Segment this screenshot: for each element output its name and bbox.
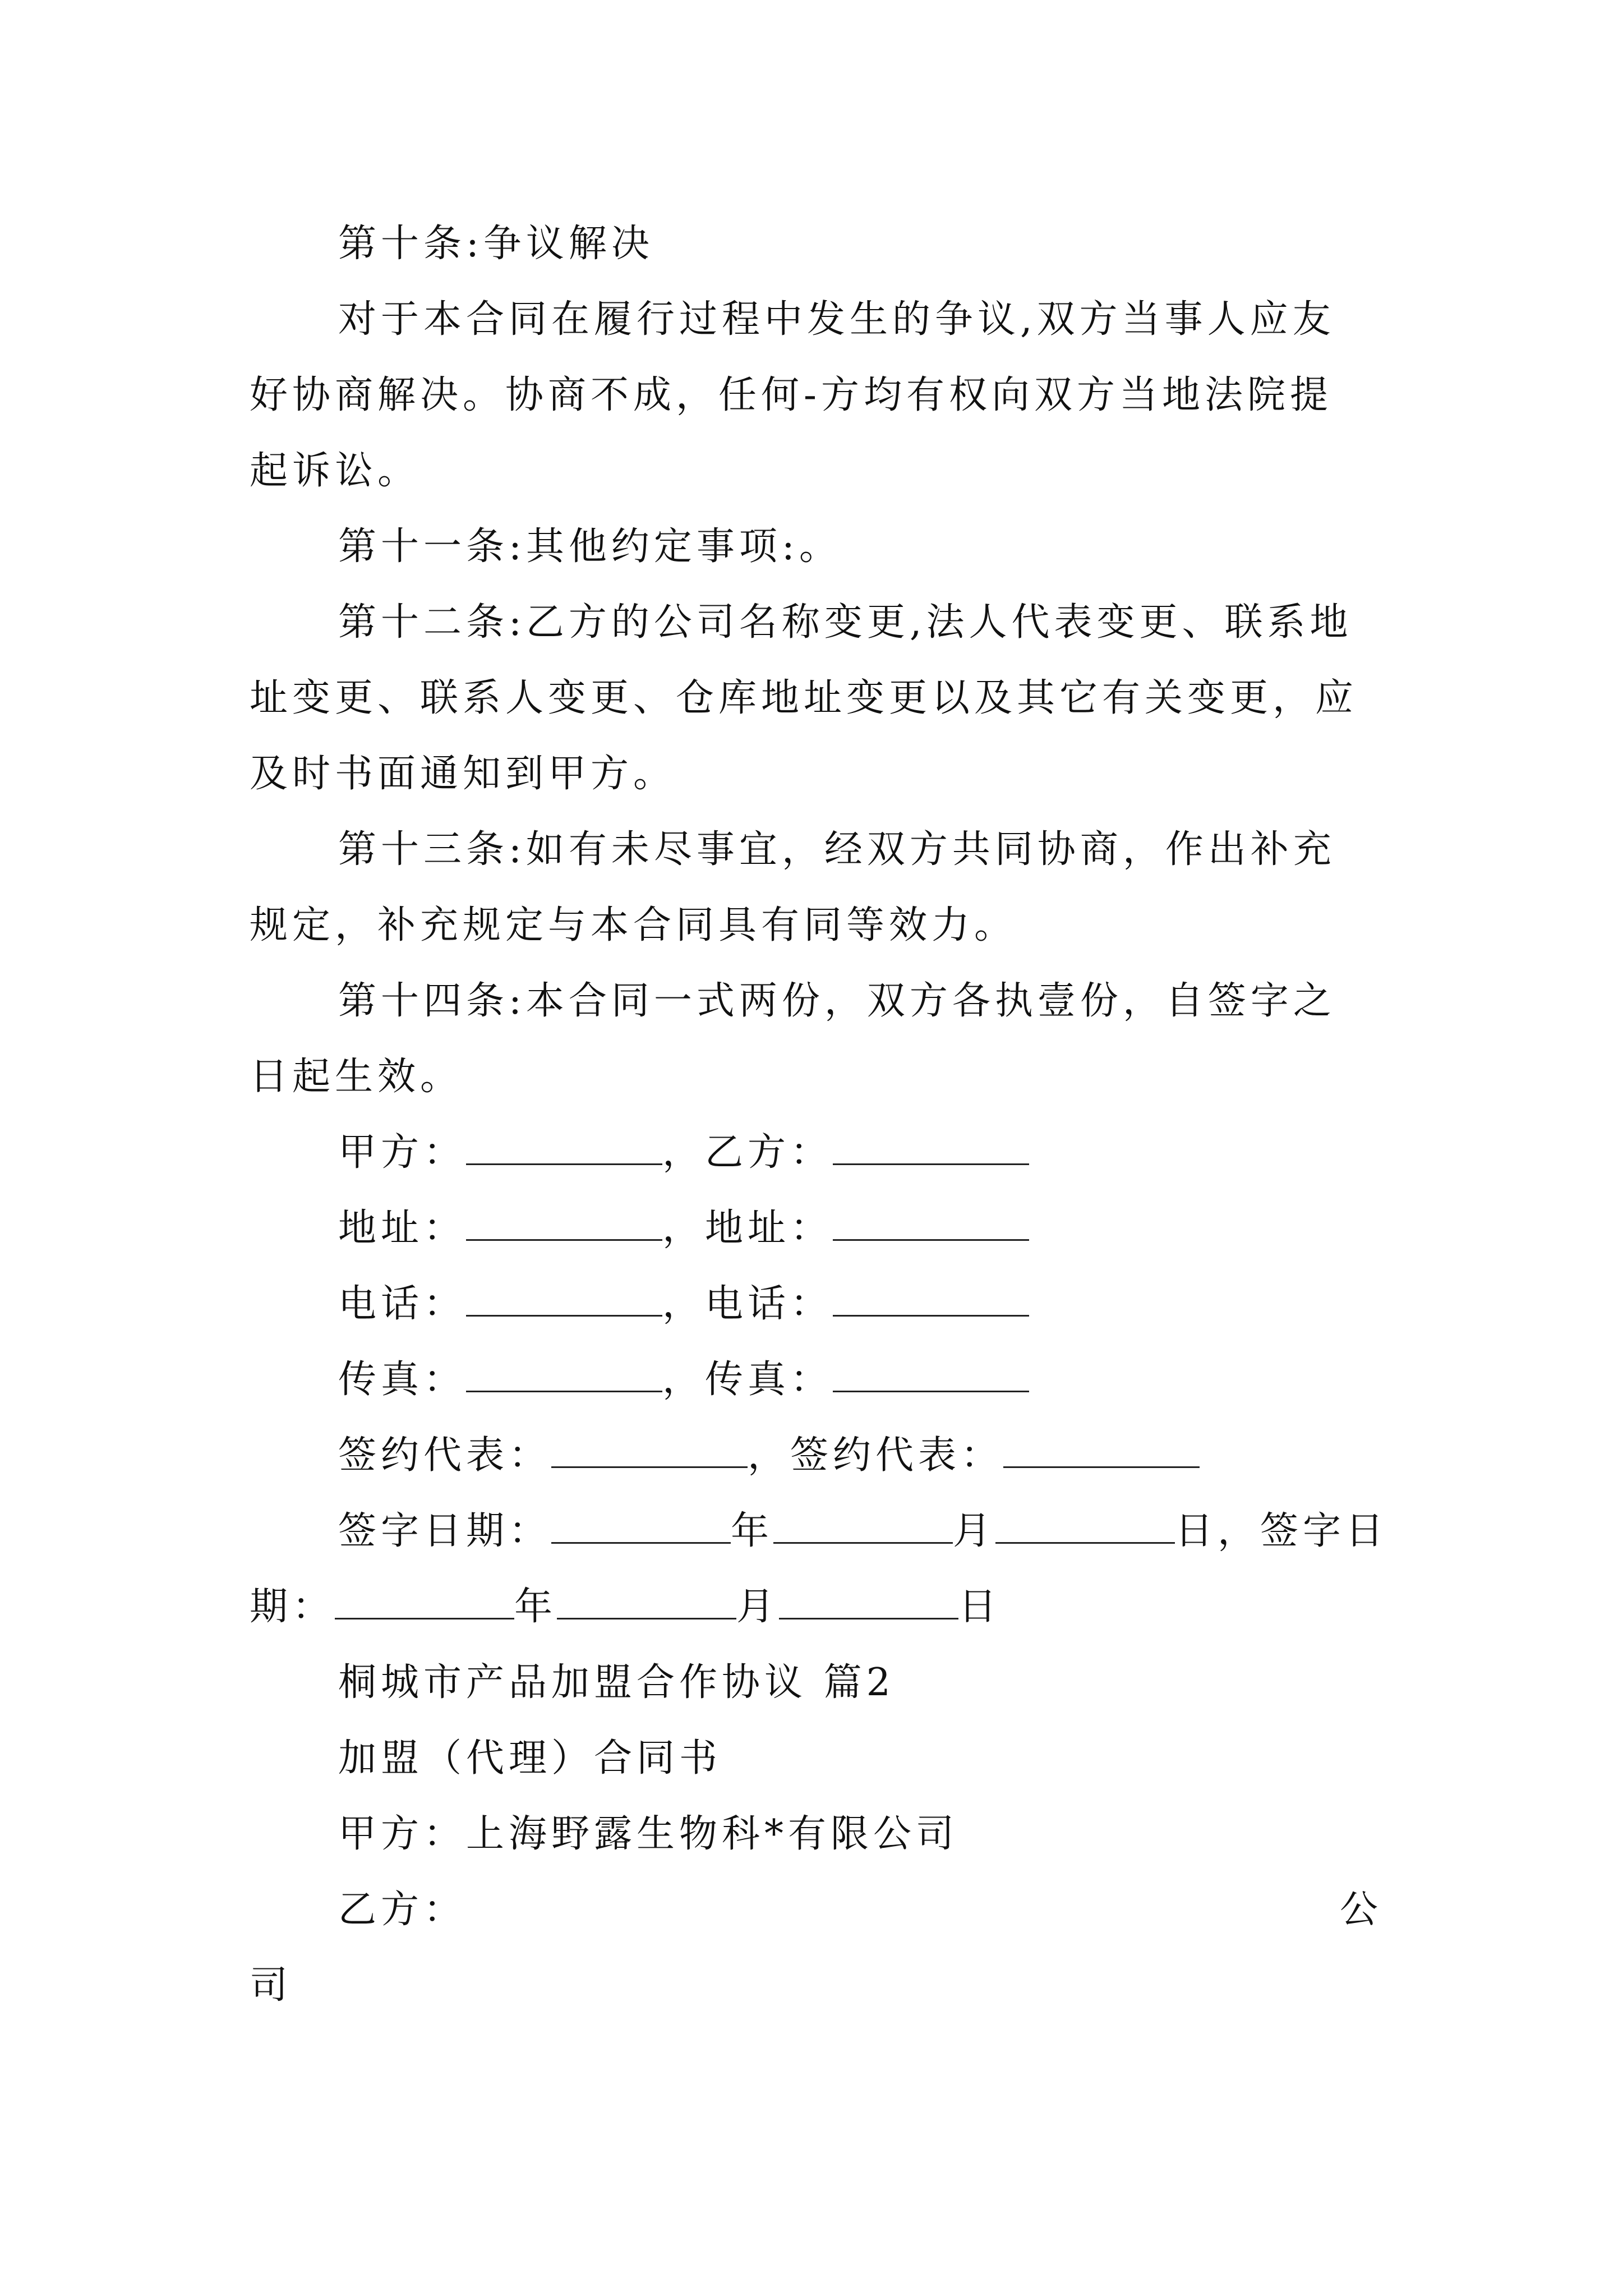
article-10-title: 第十条:争议解决 [338, 222, 654, 266]
article-10-line-1: 对于本合同在履行过程中发生的争议,双方当事人应友 [338, 297, 1335, 342]
section-2-party-b-label: 乙方： [338, 1888, 467, 1932]
month-label: 月 [736, 1585, 780, 1629]
separator: ， [748, 1433, 791, 1478]
party-a-blank[interactable] [466, 1131, 662, 1165]
date-month-blank[interactable] [773, 1510, 953, 1544]
signature-fax-row [250, 1358, 1382, 1402]
day-sep-label: 日，签字日 [1175, 1509, 1389, 1553]
phone-b-blank[interactable] [833, 1282, 1029, 1317]
separator: ， [662, 1358, 706, 1402]
section-2-party-b-tail: 公 [1339, 1888, 1382, 1932]
section-2-subtitle: 加盟（代理）合同书 [338, 1736, 722, 1780]
rep-a-blank[interactable] [551, 1434, 748, 1468]
signature-date-row [250, 1509, 1389, 1554]
signature-address-row [250, 1206, 1382, 1251]
date-day-blank[interactable] [995, 1510, 1175, 1544]
article-10-line-2: 好协商解决。协商不成，任何-方均有权向双方当地法院提 [250, 373, 1332, 417]
rep-b-label: 签约代表： [790, 1433, 1004, 1478]
fax-b-label: 传真： [705, 1358, 833, 1402]
article-12-line-3: 及时书面通知到甲方。 [250, 752, 676, 796]
rep-b-blank[interactable] [1003, 1434, 1200, 1468]
year-label: 年 [731, 1509, 774, 1553]
signature-party-row [250, 1130, 1382, 1175]
separator: ， [662, 1206, 706, 1250]
article-14-line-2: 日起生效。 [250, 1055, 463, 1099]
fax-a-label: 传真： [338, 1358, 467, 1402]
party-a-label: 甲方： [338, 1130, 467, 1175]
separator: ， [662, 1282, 706, 1326]
date-label: 签字日期： [338, 1509, 552, 1553]
date-b-month-blank[interactable] [557, 1585, 736, 1619]
address-b-blank[interactable] [833, 1207, 1029, 1241]
fax-b-blank[interactable] [833, 1358, 1029, 1392]
rep-a-label: 签约代表： [338, 1433, 552, 1478]
section-2-party-a: 甲方：上海野露生物科*有限公司 [338, 1812, 959, 1856]
article-12-line-1: 第十二条:乙方的公司名称变更,法人代表变更、联系地 [338, 600, 1353, 645]
date-label-cont: 期： [250, 1585, 335, 1629]
date-year-blank[interactable] [551, 1510, 731, 1544]
phone-b-label: 电话： [705, 1282, 833, 1326]
address-a-label: 地址： [338, 1206, 467, 1250]
article-14-line-1: 第十四条:本合同一式两份，双方各执壹份，自签字之 [338, 979, 1336, 1023]
day-label: 日 [958, 1585, 1002, 1629]
section-2-heading: 桐城市产品加盟合作协议 篇2 [338, 1660, 895, 1705]
article-12-line-2: 址变更、联系人变更、仓库地址变更以及其它有关变更，应 [250, 676, 1358, 720]
fax-a-blank[interactable] [466, 1358, 662, 1392]
phone-a-label: 电话： [338, 1282, 467, 1326]
separator: ， [662, 1130, 706, 1175]
phone-a-blank[interactable] [466, 1282, 662, 1317]
party-b-label: 乙方： [705, 1130, 833, 1175]
address-b-label: 地址： [705, 1206, 833, 1250]
section-2-party-b-row [250, 1888, 1382, 1932]
month-label: 月 [953, 1509, 996, 1553]
date-b-year-blank[interactable] [335, 1585, 514, 1619]
party-b-blank[interactable] [833, 1131, 1029, 1165]
article-13-line-1: 第十三条:如有未尽事宜，经双方共同协商，作出补充 [338, 827, 1336, 872]
signature-date-row-cont [250, 1585, 1382, 1630]
signature-rep-row [250, 1433, 1382, 1478]
article-13-line-2: 规定，补充规定与本合同具有同等效力。 [250, 903, 1017, 947]
year-label: 年 [514, 1585, 557, 1629]
address-a-blank[interactable] [466, 1207, 662, 1241]
article-11: 第十一条:其他约定事项:。 [338, 524, 842, 569]
signature-phone-row [250, 1282, 1382, 1327]
section-2-party-b-wrap: 司 [250, 1963, 293, 2008]
article-10-line-3: 起诉讼。 [250, 449, 421, 493]
date-b-day-blank[interactable] [779, 1585, 958, 1619]
